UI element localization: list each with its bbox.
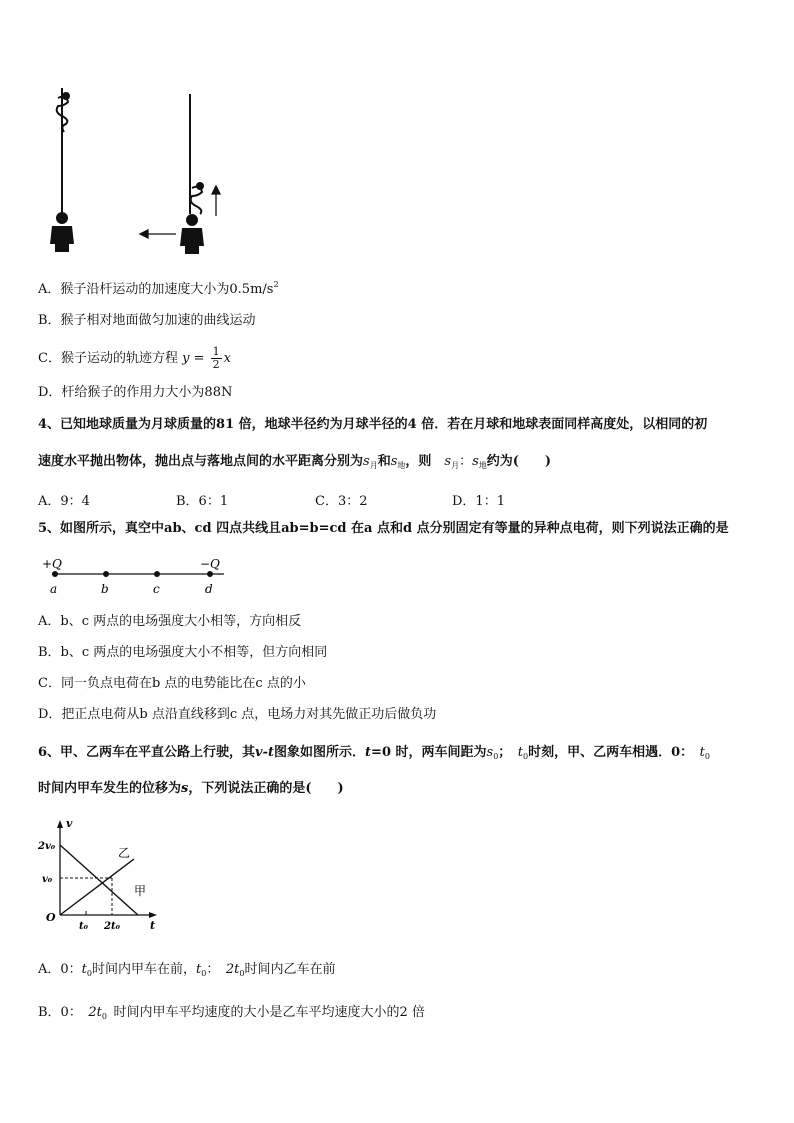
charge-line-diagram bbox=[38, 555, 238, 599]
label-yi: 乙 bbox=[118, 846, 131, 860]
vt-graph bbox=[38, 815, 168, 935]
q6-stem-line2: 时间内甲车发生的位移为s，下列说法正确的是( ) bbox=[38, 781, 344, 796]
q4-stem-line1: 4、已知地球质量为月球质量的81 倍，地球半径约为月球半径的4 倍．若在月球和地球表面同样高度处，以相同的初 bbox=[38, 417, 708, 432]
x-axis-label: t bbox=[150, 919, 156, 932]
y-tick-v0: v₀ bbox=[42, 874, 53, 885]
q5-option-d: D．把正点电荷从b 点沿直线移到c 点，电场力对其先做正功后做负功 bbox=[38, 707, 437, 722]
x-tick-2t0: 2t₀ bbox=[104, 921, 120, 932]
q6-option-a: A．0：$t_0$时间内甲车在前，$t_0$： $2t_0$时间内乙车在前 bbox=[38, 962, 336, 978]
q4-option-a: A．9：4 bbox=[38, 494, 90, 509]
q4-option-b: B．6：1 bbox=[176, 494, 229, 509]
y-axis-label: v bbox=[66, 817, 73, 830]
line-yi bbox=[60, 859, 134, 915]
right-monkey bbox=[191, 183, 203, 214]
x-tick-t0: t₀ bbox=[79, 921, 88, 932]
q5-option-c: C．同一负点电荷在b 点的电势能比在c 点的小 bbox=[38, 676, 306, 691]
up-arrow bbox=[212, 186, 220, 216]
q3-option-a: A．猴子沿杆运动的加速度大小为$0.5m/s^2$ bbox=[38, 280, 279, 297]
q3-option-d: D．杆给猴子的作用力大小为88N bbox=[38, 385, 233, 400]
charge-right-label: −Q bbox=[200, 557, 220, 571]
q4-options bbox=[38, 490, 638, 508]
point-b-label: b bbox=[101, 582, 109, 596]
q6-option-b: B．0： $2t_0$ 时间内甲车平均速度的大小是乙车平均速度大小的2 倍 bbox=[38, 1005, 425, 1021]
right-person bbox=[180, 214, 204, 254]
q4-option-c: C．3：2 bbox=[315, 494, 368, 509]
q3-option-c: C．猴子运动的轨迹方程 y = $\frac{1}{2}$ x bbox=[38, 345, 231, 371]
charge-left-label: +Q bbox=[42, 557, 62, 571]
y-tick-2v0: 2v₀ bbox=[38, 841, 56, 852]
q3-option-b: B．猴子相对地面做匀加速的曲线运动 bbox=[38, 313, 256, 328]
origin-label: O bbox=[46, 911, 56, 924]
q5-stem: 5、如图所示，真空中ab、cd 四点共线且ab=b=cd 在a 点和d 点分别固定有等量的异种点电荷，则下列说法正确的是 bbox=[38, 521, 729, 536]
q4-stem-line2: 速度水平抛出物体，抛出点与落地点间的水平距离分别为$s_月$和$s_地$，则 $s_月$：$s_地$约为( ) bbox=[38, 454, 552, 470]
monkey-pole-figure bbox=[40, 84, 230, 256]
label-jia: 甲 bbox=[134, 884, 147, 898]
left-person bbox=[50, 212, 74, 252]
point-a-label: a bbox=[50, 582, 58, 596]
q5-option-b: B．b、c 两点的电场强度大小不相等，但方向相同 bbox=[38, 645, 328, 660]
point-d-label: d bbox=[205, 582, 213, 596]
q4-option-d: D．1：1 bbox=[452, 494, 505, 509]
fraction-one-half: $\frac{1}{2}$ bbox=[212, 345, 220, 371]
q5-option-a: A．b、c 两点的电场强度大小相等，方向相反 bbox=[38, 614, 302, 629]
q6-stem-line1: 6、甲、乙两车在平直公路上行驶，其v-t图象如图所示．t=0 时，两车间距为$s_0$； $t_0$时刻，甲、乙两车相遇．0： $t_0$ bbox=[38, 745, 710, 761]
left-arrow bbox=[140, 230, 176, 238]
point-c-label: c bbox=[153, 582, 160, 596]
